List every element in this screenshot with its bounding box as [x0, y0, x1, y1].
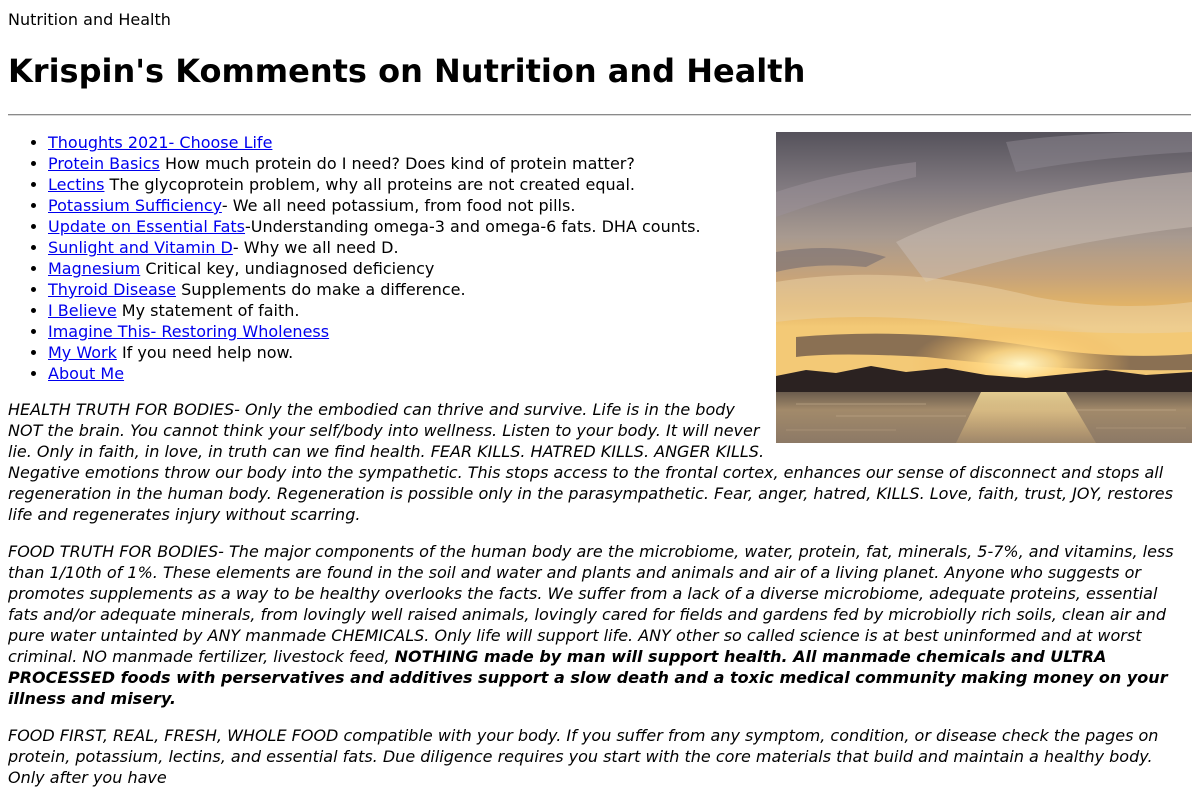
link-description: The glycoprotein problem, why all proteins are not created equal. [104, 175, 636, 194]
link-about-me[interactable]: About Me [48, 364, 125, 383]
food-truth-paragraph [8, 541, 1192, 709]
link-i-believe[interactable]: I Believe [48, 301, 117, 320]
link-description: Supplements do make a difference. [176, 280, 466, 299]
page-title: Krispin's Komments on Nutrition and Health [8, 52, 806, 90]
link-imagine-this[interactable]: Imagine This- Restoring Wholeness [48, 322, 330, 341]
link-description: If you need help now. [116, 343, 294, 362]
link-description: How much protein do I need? Does kind of protein matter? [159, 154, 635, 173]
link-protein-basics[interactable]: Protein Basics [48, 154, 160, 173]
food-truth-emphasis: NOTHING made by man will support health. All manmade chemicals and ULTRA PROCESSED foods with perservatives and additives support a slow death and a toxic medical community making money on your illness and misery. [8, 647, 1168, 708]
sunset-lake-photo [776, 132, 1192, 443]
link-description: - We all need potassium, from food not pills. [221, 196, 576, 215]
main-content [8, 132, 1192, 804]
link-lectins[interactable]: Lectins [48, 175, 105, 194]
site-label: Nutrition and Health [8, 10, 171, 29]
link-magnesium[interactable]: Magnesium [48, 259, 141, 278]
link-potassium-sufficiency[interactable]: Potassium Sufficiency [48, 196, 222, 215]
link-essential-fats[interactable]: Update on Essential Fats [48, 217, 246, 236]
food-truth-text: FOOD TRUTH FOR BODIES- The major components of the human body are the microbiome, water, protein, fat, minerals, 5-7%, and vitamins, less than 1/10th of 1%. These elements are found in the soil and water and plants and animals and air of a living planet. Anyone who suggests or promotes supplements as a way to be healthy overlooks the facts. We suffer from a lack of a diverse microbiome, adequate proteins, essential fats and/or adequate minerals, from lovingly well raised animals, lovingly cared for fields and gardens fed by microbiolly rich soils, clean air and pure water untainted by ANY manmade CHEMICALS. Only life will support life. ANY other so called science is at best uninformed and at worst criminal. NO manmade fertilizer, livestock feed, [8, 542, 1174, 666]
link-thyroid-disease[interactable]: Thyroid Disease [48, 280, 177, 299]
link-description: Critical key, undiagnosed deficiency [140, 259, 435, 278]
link-description: My statement of faith. [116, 301, 300, 320]
link-my-work[interactable]: My Work [48, 343, 117, 362]
link-description: - Why we all need D. [232, 238, 399, 257]
link-thoughts-2021[interactable]: Thoughts 2021- Choose Life [48, 133, 273, 152]
link-description: -Understanding omega-3 and omega-6 fats. DHA counts. [245, 217, 701, 236]
title-divider [8, 114, 1191, 116]
health-truth-paragraph: HEALTH TRUTH FOR BODIES- Only the embodied can thrive and survive. Life is in the body NOT the brain. You cannot think your self/body into wellness. Listen to your body. It will never lie. Only in faith, in love, in truth can we find health. FEAR KILLS. HATRED KILLS. ANGER KILLS. Negative emotions throw our body into the sympathetic. This stops access to the frontal cortex, enhances our sense of disconnect and stops all regeneration in the human body. Regeneration is possible only in the parasympathetic. Fear, anger, hatred, KILLS. Love, faith, trust, JOY, restores life and regenerates injury without scarring. [8, 400, 1173, 524]
food-first-paragraph: FOOD FIRST, REAL, FRESH, WHOLE FOOD compatible with your body. If you suffer from any symptom, condition, or disease check the pages on protein, potassium, lectins, and essential fats. Due diligence requires you start with the core materials that build and maintain a healthy body. Only after you have [8, 726, 1159, 787]
link-sunlight-vitamin-d[interactable]: Sunlight and Vitamin D [48, 238, 233, 257]
